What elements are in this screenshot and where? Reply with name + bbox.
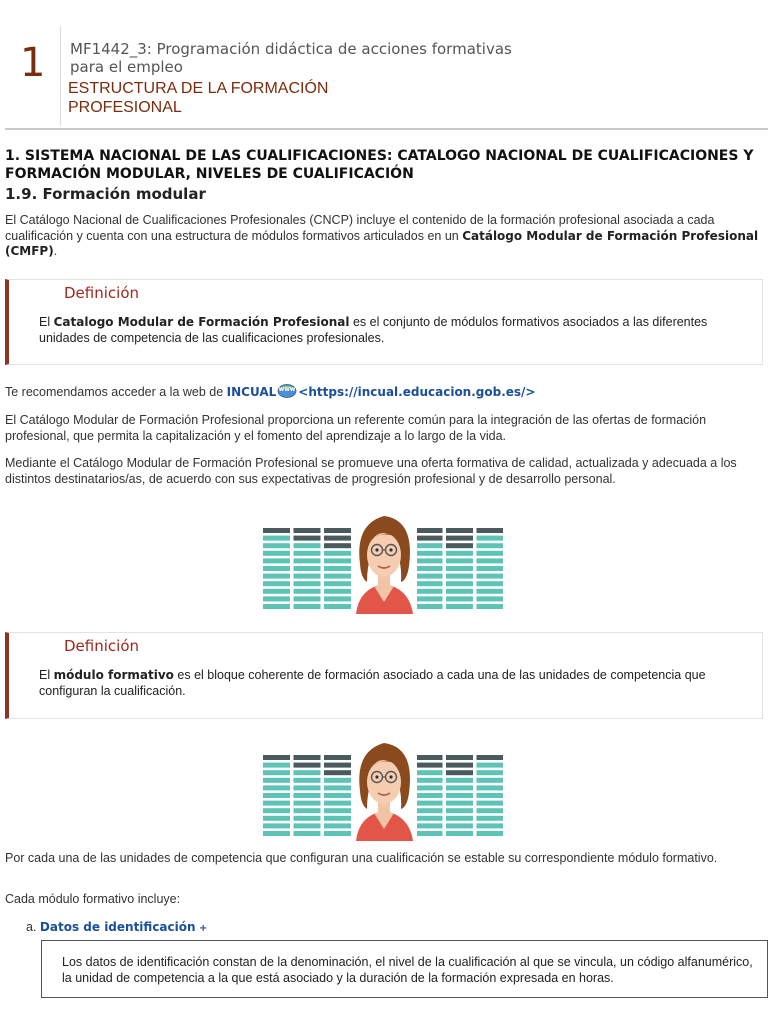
- bar-segment: [263, 581, 290, 586]
- bar-segment: [477, 816, 504, 821]
- bar-segment: [446, 551, 473, 556]
- bar-segment: [416, 543, 443, 548]
- bar-segment: [446, 778, 473, 783]
- bar-segment: [324, 589, 351, 594]
- definition-box-1: [5, 279, 763, 365]
- bar-segment: [324, 763, 351, 768]
- bar-segment: [324, 536, 351, 541]
- bar-segment: [416, 558, 443, 563]
- bar-segment: [294, 543, 321, 548]
- definition-term-2: módulo formativo: [53, 668, 174, 682]
- bar-segment: [263, 566, 290, 571]
- expand-arrow-icon[interactable]: +: [199, 923, 208, 934]
- incual-paragraph: [5, 383, 763, 401]
- bar-segment: [446, 823, 473, 828]
- bar-segment: [294, 801, 321, 806]
- bar-segment: [416, 566, 443, 571]
- teacher-figure-image: [263, 510, 503, 614]
- svg-text:www: www: [278, 386, 296, 393]
- bar-segment: [446, 543, 473, 548]
- bar-segment: [324, 543, 351, 548]
- teacher-figure: [351, 510, 417, 614]
- bar-segment: [294, 808, 321, 813]
- definition-label-2: Definición: [64, 637, 139, 655]
- bar-segment: [477, 604, 504, 609]
- bar-segment: [416, 574, 443, 579]
- bar-segment: [477, 589, 504, 594]
- paragraph-2: El Catálogo Modular de Formación Profesional proporciona un referente común para la integración de las ofertas de formación profesional, que permita la capitalización y el fomento del aprendizaje a lo largo de la vida.: [5, 413, 707, 443]
- bar-segment: [446, 558, 473, 563]
- bar-segment: [294, 831, 321, 836]
- www-globe-icon[interactable]: [276, 383, 298, 398]
- teacher-illustration-2: [263, 737, 503, 823]
- bar-segment: [324, 528, 351, 533]
- bar-segment: [263, 543, 290, 548]
- bar-segment: [416, 785, 443, 790]
- bar-segment: [263, 778, 290, 783]
- section-title: 1. SISTEMA NACIONAL DE LAS CUALIFICACIONES: CATALOGO NACIONAL DE CUALIFICACIONES Y FORMACIÓN MODULAR, NIVELES DE CUALIFICACIÓN: [5, 148, 754, 182]
- bar-segment: [324, 604, 351, 609]
- bar-segment: [294, 589, 321, 594]
- bar-segment: [446, 528, 473, 533]
- bar-segment: [263, 831, 290, 836]
- bar-segment: [477, 770, 504, 775]
- bar-segment: [294, 604, 321, 609]
- bar-segment: [263, 528, 290, 533]
- intro-text: El Catálogo Nacional de Cualificaciones Profesionales (CNCP) incluye el contenido de la formación profesional asociada a cada cualificación y cuenta con una estructura de módulos formativos articulados en un: [5, 213, 715, 243]
- bar-segment: [324, 823, 351, 828]
- definition-text-start-2: El: [39, 668, 54, 682]
- bar-segment: [477, 793, 504, 798]
- bar-segment: [416, 755, 443, 760]
- bar-segment: [446, 589, 473, 594]
- bar-segment: [446, 604, 473, 609]
- bar-segment: [477, 831, 504, 836]
- bar-segment: [263, 801, 290, 806]
- bar-segment: [263, 558, 290, 563]
- bar-segment: [416, 536, 443, 541]
- bar-segment: [477, 778, 504, 783]
- bar-segment: [477, 574, 504, 579]
- bar-segment: [294, 551, 321, 556]
- bar-segment: [446, 793, 473, 798]
- bar-segment: [263, 770, 290, 775]
- unit-title: ESTRUCTURA DE LA FORMACIÓN PROFESIONAL: [68, 80, 329, 116]
- bar-segment: [294, 558, 321, 563]
- bar-segment: [477, 785, 504, 790]
- bar-segment: [416, 793, 443, 798]
- definition-label: Definición: [64, 284, 139, 302]
- bar-segment: [263, 823, 290, 828]
- bar-segment: [446, 755, 473, 760]
- bar-segment: [446, 770, 473, 775]
- bar-segment: [416, 808, 443, 813]
- bar-segment: [477, 755, 504, 760]
- bar-segment: [263, 596, 290, 601]
- bar-segment: [446, 763, 473, 768]
- definition-text: [39, 315, 756, 346]
- bar-segment: [416, 528, 443, 533]
- definition-text-start: El: [39, 315, 54, 329]
- bar-segment: [477, 596, 504, 601]
- bar-segment: [294, 536, 321, 541]
- bar-segment: [477, 536, 504, 541]
- bar-segment: [294, 755, 321, 760]
- bar-segment: [324, 801, 351, 806]
- bar-segment: [416, 763, 443, 768]
- bar-segment: [416, 823, 443, 828]
- intro-bold: Catálogo Modular de Formación Profesional (CMFP): [5, 228, 759, 258]
- bar-segment: [324, 551, 351, 556]
- bar-segment: [446, 785, 473, 790]
- identification-data-panel: [41, 940, 768, 998]
- bar-segment: [263, 808, 290, 813]
- bar-segment: [294, 793, 321, 798]
- definition-text-end-2: es el bloque coherente de formación asociado a cada una de las unidades de competencia que configuran la cualificación.: [39, 668, 706, 698]
- bar-segment: [446, 574, 473, 579]
- bar-segment: [416, 589, 443, 594]
- bar-segment: [416, 816, 443, 821]
- page-header: [0, 0, 768, 128]
- bar-segment: [294, 528, 321, 533]
- course-title: MF1442_3: Programación didáctica de acciones formativas para el empleo: [70, 40, 512, 76]
- teacher-illustration-1: [263, 510, 503, 596]
- bar-segment: [477, 763, 504, 768]
- bar-segment: [263, 816, 290, 821]
- paragraph-3: Mediante el Catálogo Modular de Formación Profesional se promueve una oferta formativa de calidad, actualizada y adecuada a los distintos destinatarios/as, de acuerdo con sus expectativas de progresión profesional y de desarrollo personal.: [5, 456, 737, 486]
- bar-segment: [294, 566, 321, 571]
- main-content: [5, 147, 763, 270]
- paragraph-4: Por cada una de las unidades de competencia que configuran una cualificación se estable su correspondiente módulo formativo.: [5, 851, 718, 865]
- bar-segment: [446, 816, 473, 821]
- bar-segment: [446, 566, 473, 571]
- bar-segment: [263, 763, 290, 768]
- bar-segment: [446, 536, 473, 541]
- bar-segment: [446, 581, 473, 586]
- intro-text-end: .: [53, 244, 58, 258]
- bar-segment: [416, 551, 443, 556]
- identification-data-text: Los datos de identificación constan de la denominación, el nivel de la cualificación al que se vincula, un código alfanumérico, la unidad de competencia a la que está asociado y la duración de la formación expresada en horas.: [62, 955, 753, 985]
- bar-segment: [263, 755, 290, 760]
- bar-segment: [263, 793, 290, 798]
- bar-segment: [416, 596, 443, 601]
- bar-segment: [324, 816, 351, 821]
- bar-segment: [294, 596, 321, 601]
- teacher-figure: [351, 737, 417, 841]
- bar-segment: [477, 823, 504, 828]
- incual-text: Te recomendamos acceder a la web de: [5, 385, 227, 399]
- bar-segment: [294, 574, 321, 579]
- bar-segment: [477, 551, 504, 556]
- subsection-title: 1.9. Formación modular: [5, 185, 206, 203]
- bar-segment: [294, 770, 321, 775]
- definition-text-2: [39, 668, 756, 699]
- bar-segment: [294, 778, 321, 783]
- bar-segment: [446, 801, 473, 806]
- bar-segment: [294, 823, 321, 828]
- list-item-a: [26, 920, 207, 934]
- incual-link[interactable]: INCUAL: [226, 385, 277, 399]
- header-rule: [5, 128, 768, 130]
- list-marker: a.: [26, 920, 37, 934]
- bar-segment: [477, 558, 504, 563]
- bar-segment: [324, 581, 351, 586]
- bar-segment: [477, 808, 504, 813]
- teacher-figure-image-2: [263, 737, 503, 841]
- bar-segment: [324, 755, 351, 760]
- bar-segment: [263, 574, 290, 579]
- bar-segment: [416, 604, 443, 609]
- definition-text-end: es el conjunto de módulos formativos asociados a las diferentes unidades de competencia de las cualificaciones profesionales.: [39, 315, 708, 345]
- bar-segment: [294, 763, 321, 768]
- bar-segment: [324, 566, 351, 571]
- bar-segment: [263, 604, 290, 609]
- bar-segment: [324, 785, 351, 790]
- bar-segment: [324, 808, 351, 813]
- bar-segment: [416, 831, 443, 836]
- bar-segment: [416, 778, 443, 783]
- bar-segment: [446, 808, 473, 813]
- bar-segment: [416, 581, 443, 586]
- bar-segment: [324, 574, 351, 579]
- bar-segment: [324, 793, 351, 798]
- bar-segment: [477, 543, 504, 548]
- bar-segment: [324, 778, 351, 783]
- bar-segment: [324, 831, 351, 836]
- bar-segment: [416, 770, 443, 775]
- bar-segment: [416, 801, 443, 806]
- bar-segment: [294, 816, 321, 821]
- identification-data-toggle[interactable]: Datos de identificación: [39, 920, 196, 934]
- definition-box-2: [5, 632, 763, 719]
- bar-segment: [263, 785, 290, 790]
- incual-url-link[interactable]: <https://incual.educacion.gob.es/>: [298, 385, 536, 399]
- bar-segment: [324, 596, 351, 601]
- chapter-number: 1: [20, 40, 46, 86]
- bar-segment: [324, 770, 351, 775]
- bar-segment: [294, 581, 321, 586]
- bar-segment: [477, 566, 504, 571]
- bar-segment: [477, 581, 504, 586]
- definition-term: Catalogo Modular de Formación Profesional: [53, 315, 350, 329]
- bar-segment: [263, 536, 290, 541]
- bar-segment: [263, 551, 290, 556]
- bar-segment: [446, 831, 473, 836]
- bar-segment: [263, 589, 290, 594]
- bar-segment: [324, 558, 351, 563]
- bar-segment: [446, 596, 473, 601]
- bar-segment: [477, 528, 504, 533]
- bar-segment: [294, 785, 321, 790]
- paragraph-5: Cada módulo formativo incluye:: [5, 892, 181, 906]
- header-divider: [60, 26, 61, 126]
- intro-paragraph: [5, 213, 763, 260]
- bar-segment: [477, 801, 504, 806]
